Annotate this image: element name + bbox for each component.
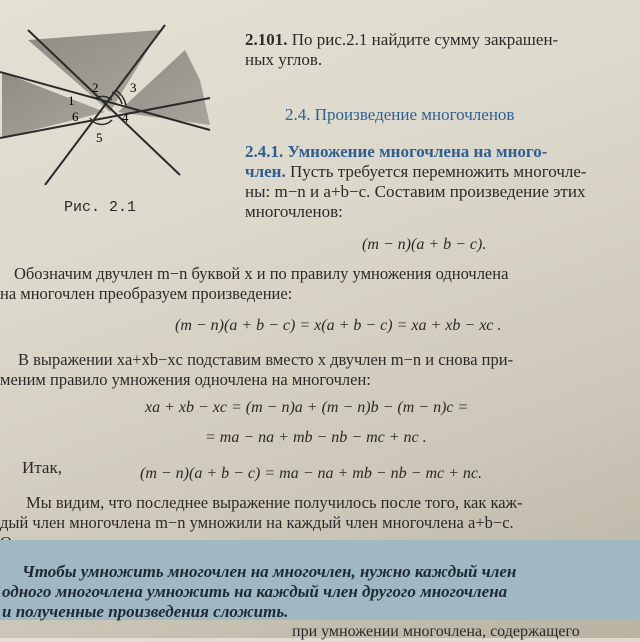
- formula-1: (m − n)(a + b − c).: [362, 236, 487, 253]
- subsection-title-1: Умножение многочлена на много-: [283, 142, 548, 161]
- angle-label-6: 6: [72, 109, 79, 124]
- section-title: 2.4. Произведение многочленов: [285, 105, 515, 124]
- angle-label-1: 1: [68, 93, 75, 108]
- exercise-line-1: [245, 30, 558, 50]
- paragraph-3-line-1: Мы видим, что последнее выражение получилось после того, как каж-: [26, 493, 523, 512]
- rule-line-3: и полученные произведения сложить.: [2, 602, 289, 621]
- footer-partial-line: при умножении многочлена, содержащего: [292, 623, 580, 640]
- subsection-number: 2.4.1.: [245, 142, 284, 161]
- exercise-text-1: По рис.2.1 найдите сумму закрашен-: [287, 30, 559, 49]
- subsection-line-3: ны: m−n и a+b−c. Составим произведение этих: [245, 182, 586, 201]
- exercise-number: 2.101.: [245, 30, 288, 49]
- subsection-text-2: Пусть требуется перемножить многочле-: [285, 162, 587, 181]
- paragraph-3-line-2: дый член многочлена m−n умножили на каждый член многочлена a+b−c.: [0, 513, 514, 532]
- formula-3: xa + xb − xc = (m − n)a + (m − n)b − (m − n)c =: [145, 399, 469, 416]
- formula-5: (m − n)(a + b − c) = ma − na + mb − nb − mc + nc.: [140, 465, 483, 482]
- formula-4: = ma − na + mb − nb − mc + nc .: [205, 429, 427, 446]
- rule-line-2: одного многочлена умножить на каждый член другого многочлена: [2, 582, 508, 601]
- rule-box: [0, 540, 640, 620]
- subsection-title-2: член.: [245, 162, 286, 181]
- paragraph-1-line-2: на многочлен преобразуем произведение:: [0, 284, 293, 303]
- angle-label-2: 2: [92, 80, 99, 95]
- subsection-line-4: многочленов:: [245, 202, 343, 221]
- subsection-line-2: [245, 162, 587, 182]
- exercise-line-2: ных углов.: [245, 50, 323, 69]
- angle-label-5: 5: [96, 130, 103, 145]
- rule-line-1: Чтобы умножить многочлен на многочлен, нужно каждый член: [22, 562, 517, 581]
- paragraph-1-line-1: Обозначим двучлен m−n буквой x и по правилу умножения одночлена: [14, 264, 509, 283]
- subsection-line-1: [245, 142, 547, 162]
- figure-caption: Рис. 2.1: [64, 199, 137, 216]
- angle-label-4: 4: [122, 110, 129, 125]
- paragraph-2-line-2: меним правило умножения одночлена на многочлен:: [0, 370, 371, 389]
- figure-angles: [0, 20, 215, 185]
- paragraph-2-line-1: В выражении xa+xb−xc подставим вместо x двучлен m−n и снова при-: [18, 350, 514, 369]
- angle-label-3: 3: [130, 80, 137, 95]
- itak-label: Итак,: [22, 458, 62, 477]
- formula-2: (m − n)(a + b − c) = x(a + b − c) = xa + xb − xc .: [175, 317, 502, 334]
